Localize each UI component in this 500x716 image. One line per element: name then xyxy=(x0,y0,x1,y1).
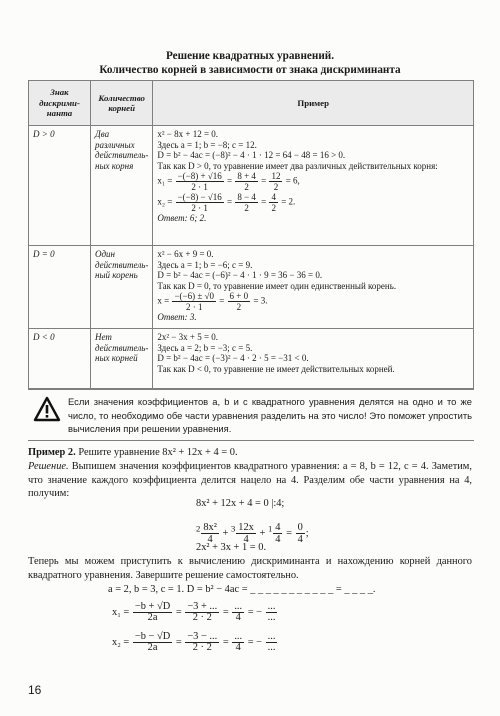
row-example xyxy=(153,329,474,389)
example-line: D = b² − 4ac = (−8)² − 4 · 1 · 12 = 64 − 48 = 16 > 0. xyxy=(157,150,346,160)
discriminant-blank: a = 2, b = 3, c = 1. D = b² − 4ac = _ _ _ _ _ _ _ _ _ _ _ = _ _ _ _. xyxy=(108,584,376,595)
equation-divide: 8x² + 12x + 4 = 0 |:4; xyxy=(196,498,285,509)
example-line: Здесь a = 1; b = −6; c = 9. xyxy=(157,259,253,270)
example2-task: Пример 2. Решите уравнение 8x² + 12x + 4 = 0. xyxy=(28,447,238,458)
row-example xyxy=(153,246,474,329)
example-line: Так как D > 0, то уравнение имеет два различных действительных корня: xyxy=(157,160,438,171)
row-sign: D < 0 xyxy=(29,329,91,389)
continue-text: Теперь мы можем приступить к вычислению дискриминанта и нахождению корней данного квадратного уравнения. Завершите решение самостоятельно. xyxy=(28,556,472,581)
root-formula-x: x = $\frac{-(-6) \pm √0}{2 \cdot 1}$ = $\frac{6 + 0}{2}$ = 3. xyxy=(157,291,268,312)
solution-label: Решение. xyxy=(28,461,69,472)
example-line: Так как D < 0, то уравнение не имеет действительных корней. xyxy=(157,363,395,374)
example-answer: Ответ: 3. xyxy=(157,312,197,322)
row-sign: D = 0 xyxy=(29,246,91,329)
table-header-row xyxy=(29,81,474,126)
warning-text: Если значения коэффициентов a, b и c квадратного уравнения делятся на одно и то же число, то необходимо обе части уравнения разделить на это число! Это поможет упростить вычисления при решении уравнения. xyxy=(68,396,472,434)
example-line: x² − 8x + 12 = 0. xyxy=(157,129,219,139)
example-line: D = b² − 4ac = (−3)² − 4 · 2 · 5 = −31 < 0. xyxy=(157,353,309,363)
example-line: x² − 6x + 9 = 0. xyxy=(157,249,214,259)
header-sign: Знак дискриминанта xyxy=(29,81,91,126)
row-count: Один действительный корень xyxy=(91,246,153,329)
table-row xyxy=(29,246,474,329)
example2-solution: Решение. Выпишем значения коэффициентов квадратного уравнения: a = 8, b = 12, c = 4. Заметим, что значение каждого коэффициента делится нацело на 4. Разделим обе части уравнения на 4, получим: xyxy=(28,461,472,500)
discriminant-table xyxy=(28,80,474,389)
page-number: 16 xyxy=(28,683,42,697)
equation-reduced: 2x² + 3x + 1 = 0. xyxy=(196,542,267,553)
root-x1-blank: x₁ = $\frac{-b + √D}{2a}$ = $\frac{-3 + ...}{2 \cdot 2}$ = $\frac{...}{4}$ = − $\frac{...}{...}$ xyxy=(112,601,276,623)
warning-box xyxy=(28,389,474,441)
row-count: Два различных действительных корня xyxy=(91,126,153,246)
row-sign: D > 0 xyxy=(29,126,91,246)
page-title-line2: Количество корней в зависимости от знака дискриминанта xyxy=(99,64,401,76)
example-line: Так как D = 0, то уравнение имеет один единственный корень. xyxy=(157,280,397,291)
page-title-line1: Решение квадратных уравнений. xyxy=(165,50,335,62)
root-formula-x2: x₂ = $\frac{-(-8) - √16}{2 \cdot 1}$ = $\frac{8 - 4}{2}$ = $\frac{4}{2}$ = 2. xyxy=(157,192,296,213)
row-count: Нет действительных корней xyxy=(91,329,153,389)
example-answer: Ответ: 6; 2. xyxy=(157,213,207,223)
warning-triangle-icon xyxy=(33,396,61,422)
table-row xyxy=(29,329,474,389)
example-line: D = b² − 4ac = (−6)² − 4 · 1 · 9 = 36 − 36 = 0. xyxy=(157,270,323,280)
header-example: Пример xyxy=(153,81,474,126)
example-line: Здесь a = 1; b = −8; c = 12. xyxy=(157,139,257,150)
equation-fractions: $^2$ $\frac{\text{8x²}}{4}$ + $^3$ $\frac{12x}{4}$ + $^1$ $\frac{4}{4}$ = $\frac{0}{4}$ ; xyxy=(196,522,309,545)
table-row xyxy=(29,126,474,246)
row-example xyxy=(153,126,474,246)
example-line: Здесь a = 2; b = −3; c = 5. xyxy=(157,342,253,353)
header-count: Количество корней xyxy=(91,81,153,126)
root-formula-x1: x₁ = $\frac{-(-8) + √16}{2 \cdot 1}$ = $\frac{8 + 4}{2}$ = $\frac{12}{2}$ = 6, xyxy=(157,171,300,192)
example-line: 2x² − 3x + 5 = 0. xyxy=(157,332,219,342)
example2-heading: Пример 2. xyxy=(28,447,76,458)
root-x2-blank: x₂ = $\frac{-b - √D}{2a}$ = $\frac{-3 - ...}{2 \cdot 2}$ = $\frac{...}{4}$ = − $\frac{...}{...}$ xyxy=(112,631,276,653)
